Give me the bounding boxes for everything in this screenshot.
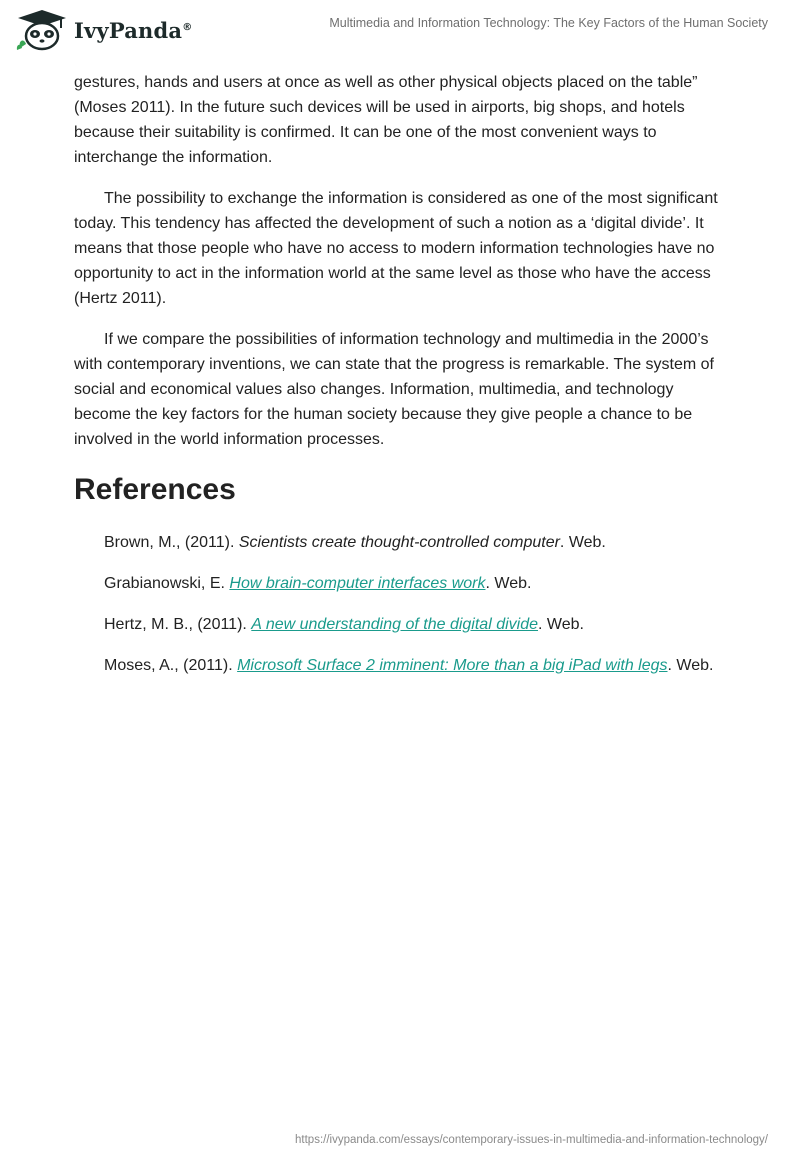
reference-link[interactable]: Microsoft Surface 2 imminent: More than a big iPad with legs: [237, 657, 668, 674]
document-title: Multimedia and Information Technology: The Key Factors of the Human Society: [329, 16, 768, 30]
brand-name: IvyPanda®: [74, 17, 193, 43]
reference-prefix: Brown, M., (2011).: [104, 534, 239, 551]
reference-link[interactable]: How brain-computer interfaces work: [229, 575, 486, 592]
reference-item: [74, 530, 726, 555]
body-paragraph: If we compare the possibilities of information technology and multimedia in the 2000’s with contemporary inventions, we can state that the progress is remarkable. The system of social and economical values also changes. Information, multimedia, and technology become the key factors for the human society because they give people a chance to be involved in the world information processes.: [74, 331, 714, 448]
page-url: https://ivypanda.com/essays/contemporary-issues-in-multimedia-and-information-technology/: [295, 1134, 768, 1146]
reference-item: [74, 653, 726, 678]
reference-prefix: Grabianowski, E.: [104, 575, 230, 592]
reference-suffix: . Web.: [559, 534, 606, 551]
reference-suffix: . Web.: [538, 616, 584, 633]
reference-item: [74, 612, 726, 637]
references-heading: References: [74, 473, 236, 506]
reference-suffix: . Web.: [485, 575, 532, 592]
body-paragraph: gestures, hands and users at once as well as other physical objects placed on the table” (Moses 2011). In the future such devices will be used in airports, big shops, and hotels because their suitability is confirmed. It can be one of the most convenient ways to interchange the information.: [74, 74, 698, 166]
reference-link[interactable]: A new understanding of the digital divide: [251, 616, 539, 633]
reference-prefix: Moses, A., (2011).: [104, 657, 238, 674]
reference-title: Scientists create thought-controlled computer: [238, 534, 560, 551]
reference-item: [74, 571, 726, 596]
panda-logo-icon: [14, 8, 70, 52]
body-paragraph: The possibility to exchange the information is considered as one of the most significant today. This tendency has affected the development of such a notion as a ‘digital divide’. It means that those people who have no access to modern information technologies have no opportunity to act in the information world at the same level as those who have the access (Hertz 2011).: [74, 190, 718, 307]
page-header: [0, 0, 800, 64]
essay-content: [74, 70, 726, 694]
reference-suffix: . Web.: [667, 657, 714, 674]
reference-prefix: Hertz, M. B., (2011).: [104, 616, 252, 633]
ivypanda-logo[interactable]: [14, 8, 192, 52]
